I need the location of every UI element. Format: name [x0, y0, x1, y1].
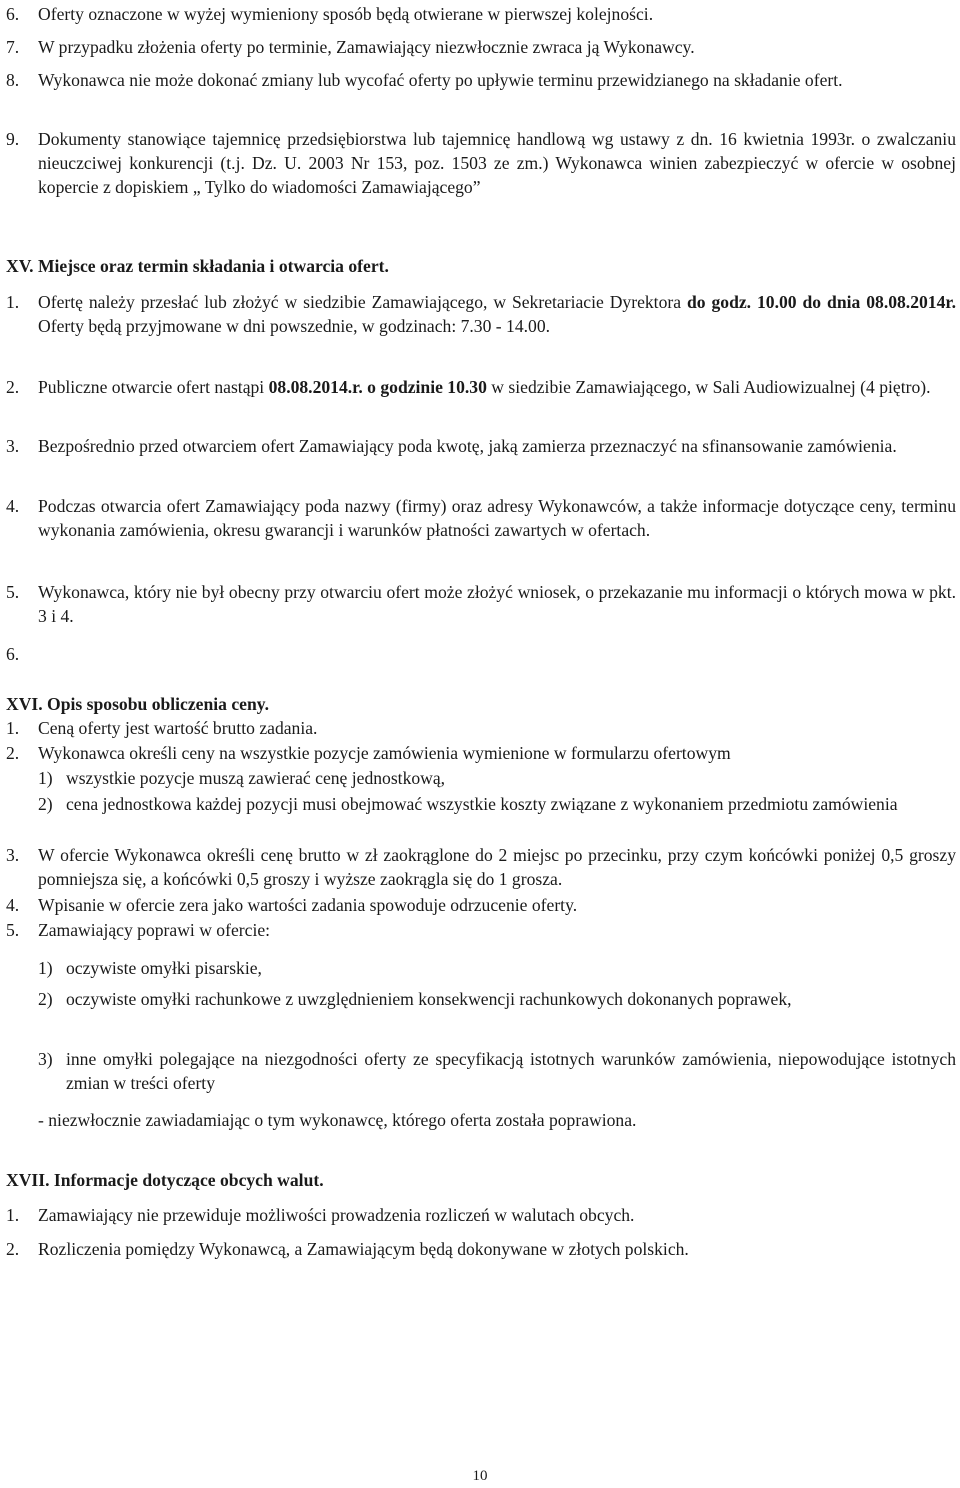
item-number: 2) [38, 989, 53, 1009]
item-text: Rozliczenia pomiędzy Wykonawcą, a Zamawiającym będą dokonywane w złotych polskich. [38, 1239, 689, 1259]
section-heading: XV. Miejsce oraz termin składania i otwarcia ofert. [6, 256, 389, 276]
item-text: Bezpośrednio przed otwarciem ofert Zamawiający poda kwotę, jaką zamierza przeznaczyć na sfinansowanie zamówienia. [38, 436, 897, 456]
item-text: Wykonawca, który nie był obecny przy otwarciu ofert może złożyć wniosek, o przekazanie mu informacji o których mowa w pkt. 3 i 4. [38, 582, 956, 626]
item-text: Zamawiający poprawi w ofercie: [38, 920, 271, 940]
item-number: 8. [6, 70, 20, 90]
item-number: 5. [6, 582, 20, 602]
list-item [6, 1237, 956, 1261]
list-item [6, 580, 956, 628]
closing-note: - niezwłocznie zawiadamiając o tym wykonawcę, którego oferta została poprawiona. [38, 1110, 637, 1130]
list-item [6, 741, 956, 765]
item-number: 5. [6, 920, 20, 940]
list-item [6, 290, 956, 338]
item-number: 6. [6, 644, 20, 664]
item-text: Dokumenty stanowiące tajemnicę przedsiębiorstwa lub tajemnicę handlową wg ustawy z dn. 16 kwietnia 1993r. o zwalczaniu nieuczciwej konkurencji (t.j. Dz. U. 2003 Nr 153, poz. 1503 ze zm.) Wykonawca winien zabezpieczyć w ofercie w osobnej kopercie z dopiskiem „ Tylko do wiadomości Zamawiającego” [38, 129, 956, 197]
item-text: Ceną oferty jest wartość brutto zadania. [38, 718, 318, 738]
item-text: cena jednostkowa każdej pozycji musi obejmować wszystkie koszty związane z wykonaniem przedmiotu zamówienia [66, 794, 898, 814]
section-heading: XVII. Informacje dotyczące obcych walut. [6, 1170, 324, 1190]
item-number: 2. [6, 1239, 20, 1259]
opening-date-text: 08.08.2014.r. o godzinie 10.30 [268, 377, 487, 397]
item-text: W ofercie Wykonawca określi cenę brutto w zł zaokrąglone do 2 miejsc po przecinku, przy czym końcówki poniżej 0,5 groszy pomniejsza się, a końcówki 0,5 groszy i wyższe zaokrągla się do 1 grosza. [38, 845, 956, 889]
list-item [6, 434, 956, 458]
item-text: oczywiste omyłki pisarskie, [66, 958, 262, 978]
sub-list-item [38, 956, 956, 980]
item-number: 3. [6, 845, 20, 865]
item-number: 1. [6, 1205, 20, 1225]
item-text: inne omyłki polegające na niezgodności oferty ze specyfikacją istotnych warunków zamówienia, niepowodujące istotnych zmian w treści oferty [66, 1049, 956, 1093]
item-number: 1) [38, 768, 53, 788]
item-number: 1. [6, 718, 20, 738]
item-number: 9. [6, 129, 20, 149]
item-text: Ofertę należy przesłać lub złożyć w siedzibie Zamawiającego, w Sekretariacie Dyrektora do godz. 10.00 do dnia 08.08.2014r. Oferty będą przyjmowane w dni powszednie, w godzinach: 7.30 - 14.00. [38, 292, 956, 336]
item-number: 1) [38, 958, 53, 978]
item-number: 4. [6, 895, 20, 915]
item-text: Wykonawca określi ceny na wszystkie pozycje zamówienia wymienione w formularzu ofertowym [38, 743, 731, 763]
sub-list-item [38, 1047, 956, 1095]
item-number: 2. [6, 377, 20, 397]
item-text: Wykonawca nie może dokonać zmiany lub wycofać oferty po upływie terminu przewidzianego na składanie ofert. [38, 70, 843, 90]
list-item [6, 918, 956, 942]
list-item [6, 1203, 956, 1227]
item-text: W przypadku złożenia oferty po terminie, Zamawiający niezwłocznie zwraca ją Wykonawcy. [38, 37, 695, 57]
item-number: 2) [38, 794, 53, 814]
list-item [6, 375, 956, 399]
sub-list-item [38, 792, 956, 816]
list-item [6, 2, 956, 26]
item-text: Zamawiający nie przewiduje możliwości prowadzenia rozliczeń w walutach obcych. [38, 1205, 635, 1225]
item-text: wszystkie pozycje muszą zawierać cenę jednostkową, [66, 768, 446, 788]
list-item [6, 716, 956, 740]
item-text: Podczas otwarcia ofert Zamawiający poda nazwy (firmy) oraz adresy Wykonawców, a także informacje dotyczące ceny, terminu wykonania zamówienia, okresu gwarancji i warunków płatności zawartych w ofertach. [38, 496, 956, 540]
sub-list-item [38, 766, 956, 790]
item-number: 3. [6, 436, 20, 456]
item-number: 1. [6, 292, 20, 312]
item-number: 3) [38, 1049, 53, 1069]
item-text: Wpisanie w ofercie zera jako wartości zadania spowoduje odrzucenie oferty. [38, 895, 578, 915]
item-number: 7. [6, 37, 20, 57]
list-item [6, 494, 956, 542]
section-heading: XVI. Opis sposobu obliczenia ceny. [6, 694, 269, 714]
deadline-text: do godz. 10.00 do dnia 08.08.2014r. [686, 292, 956, 312]
item-number: 4. [6, 496, 20, 516]
item-text: Oferty oznaczone w wyżej wymieniony sposób będą otwierane w pierwszej kolejności. [38, 4, 654, 24]
sub-list-item [38, 987, 956, 1011]
item-number: 6. [6, 4, 20, 24]
list-item [6, 68, 956, 92]
list-item [6, 127, 956, 199]
item-text: Publiczne otwarcie ofert nastąpi 08.08.2014.r. o godzinie 10.30 w siedzibie Zamawiającego, w Sali Audiowizualnej (4 piętro). [38, 377, 931, 397]
page-number: 10 [472, 1468, 488, 1484]
list-item [6, 843, 956, 891]
list-item [6, 35, 956, 59]
item-text: oczywiste omyłki rachunkowe z uwzględnieniem konsekwencji rachunkowych dokonanych poprawek, [66, 989, 792, 1009]
item-number: 2. [6, 743, 20, 763]
list-item [6, 893, 956, 917]
